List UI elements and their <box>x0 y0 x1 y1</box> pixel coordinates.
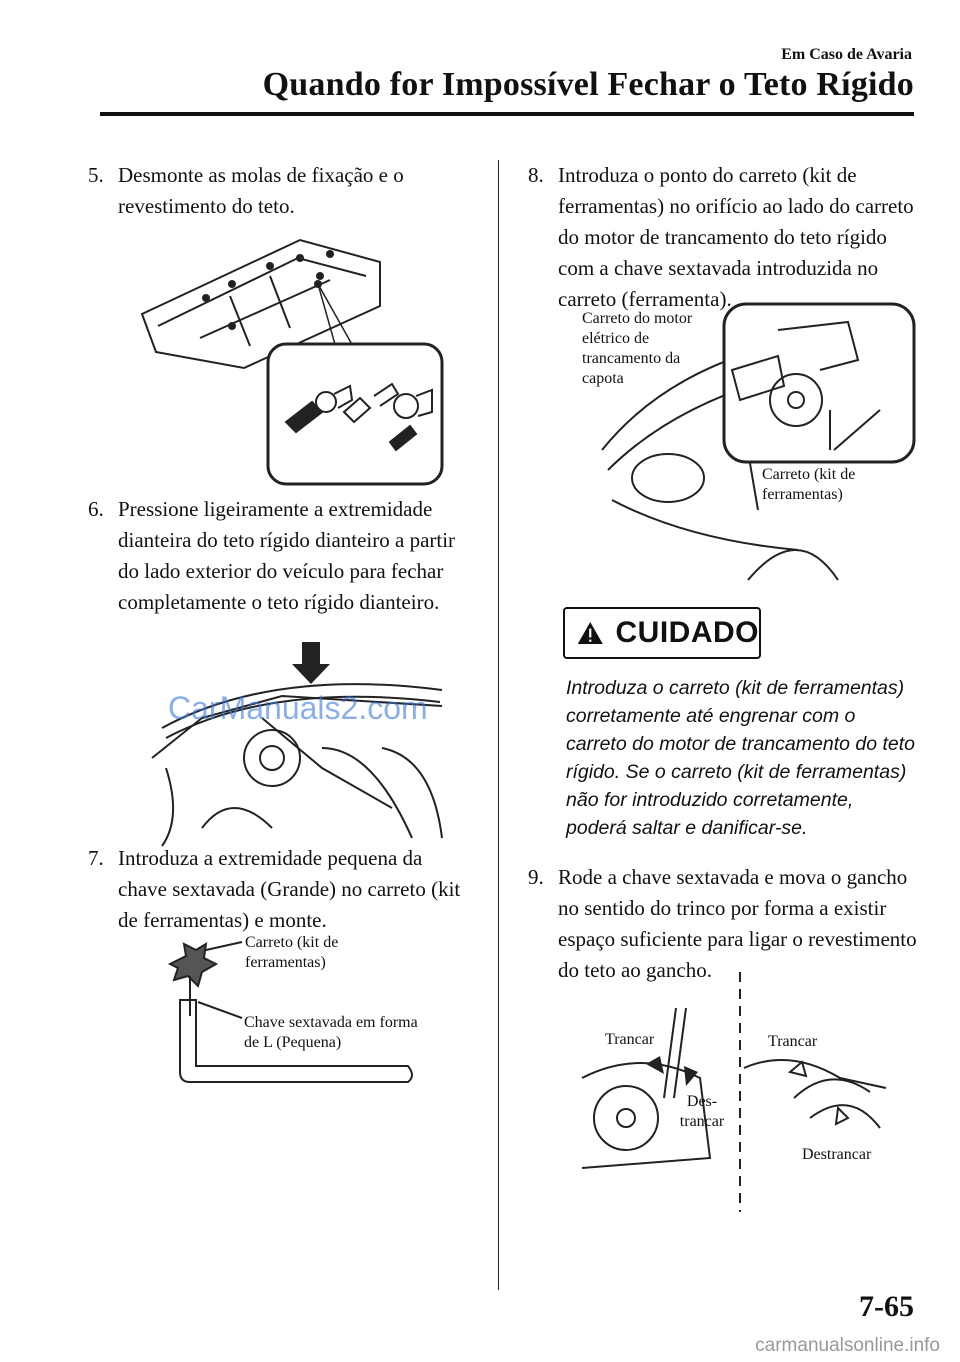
step-6 <box>88 494 473 618</box>
warning-icon <box>577 617 604 649</box>
fig8-gear-label: Carreto (kit de ferramentas) <box>762 466 856 503</box>
step-text: Rode a chave sextavada e mova o gancho no sentido do trinco por forma a existir espaço suficiente para ligar o revestimento do teto ao gancho. <box>558 865 917 982</box>
step-number: 7. <box>88 846 104 870</box>
step-7 <box>88 843 473 936</box>
step-text: Introduza o ponto do carreto (kit de ferramentas) no orifício ao lado do carreto do motor de trancamento do teto rígido com a chave sextavada introduzida no carreto (ferramenta). <box>558 163 914 311</box>
step-number: 9. <box>528 865 544 889</box>
caution-box <box>563 607 761 659</box>
step-text: Pressione ligeiramente a extremidade dianteira do teto rígido dianteiro a partir do lado exterior do veículo para fechar completamente o teto rígido dianteiro. <box>118 497 456 614</box>
page-number: 7-65 <box>859 1290 914 1323</box>
page-title: Quando for Impossível Fechar o Teto Rígido <box>262 66 914 103</box>
fig9-unlock-right-label: Destrancar <box>802 1146 872 1163</box>
fig9-lock-right-label: Trancar <box>768 1033 818 1050</box>
fig8-motor-label: Carreto do motor elétrico de trancamento da capota <box>582 310 693 387</box>
step-text: Introduza a extremidade pequena da chave sextavada (Grande) no carreto (kit de ferramentas) e monte. <box>118 846 461 932</box>
column-divider <box>498 160 499 1290</box>
fig7-gear-label: Carreto (kit de ferramentas) <box>245 934 339 971</box>
step-8 <box>528 160 918 315</box>
fig9-lock-left-label: Trancar <box>605 1031 655 1048</box>
hook-lock-unlock-illustration <box>580 968 890 1214</box>
watermark: CarManuals2.com <box>168 690 428 726</box>
caution-text: Introduza o carreto (kit de ferramentas) corretamente até engrenar com o carreto do motor de trancamento do teto rígido. Se o carreto (kit de ferramentas) não for introduzido corretamente, poderá saltar e danificar-se. <box>566 677 916 839</box>
step-text: Desmonte as molas de fixação e o revestimento do teto. <box>118 163 404 218</box>
front-hardtop-closing-illustration <box>142 638 460 848</box>
header-rule <box>100 112 914 116</box>
fig7-key-label: Chave sextavada em forma de L (Pequena) <box>244 1014 418 1051</box>
fig9-unlock-left-label: Des-trancar <box>679 1093 725 1130</box>
step-5 <box>88 160 473 222</box>
step-number: 5. <box>88 163 104 187</box>
header-section: Em Caso de Avaria <box>781 46 912 63</box>
roof-lining-clips-illustration <box>140 236 445 488</box>
footer-watermark: carmanualsonline.info <box>755 1335 940 1356</box>
caution-heading: CUIDADO <box>615 616 759 649</box>
step-number: 6. <box>88 497 104 521</box>
step-number: 8. <box>528 163 544 187</box>
